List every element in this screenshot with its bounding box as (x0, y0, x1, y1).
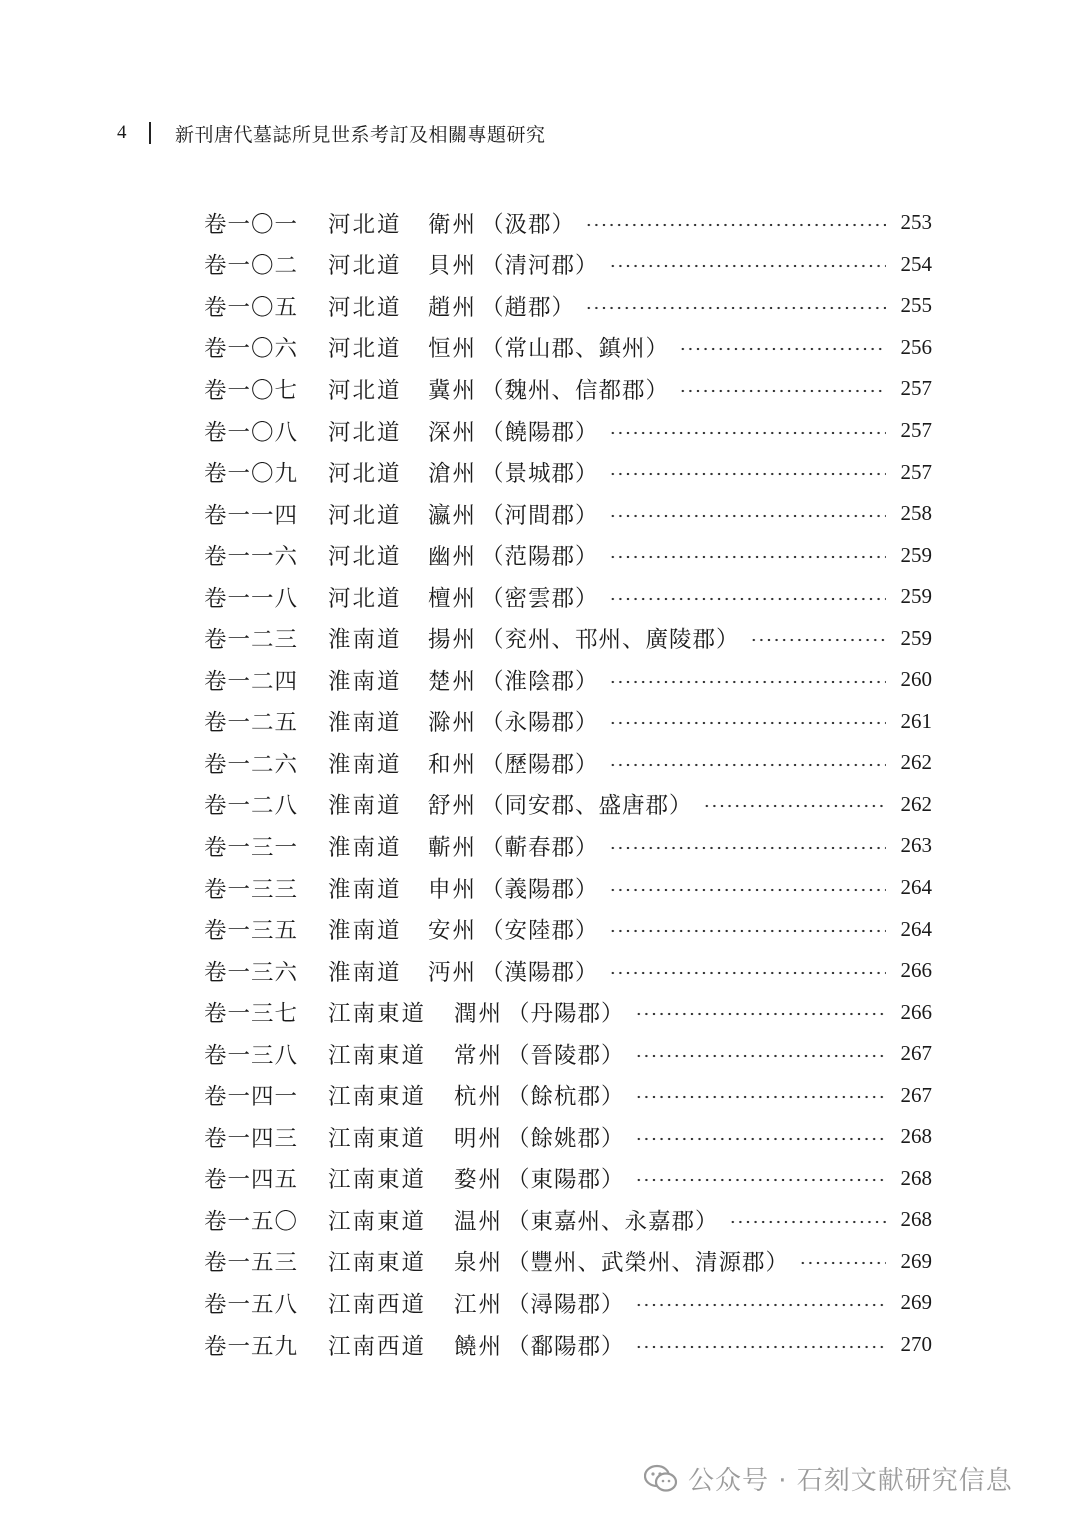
volume-number: 卷一三八 (204, 1042, 299, 1069)
commandery-names: （餘杭郡） (507, 1084, 625, 1111)
toc-entry (204, 576, 932, 618)
commandery-names: （餘姚郡） (507, 1125, 625, 1152)
commandery-names: （饒陽郡） (481, 419, 599, 446)
circuit-name: 淮南道 (328, 834, 402, 861)
volume-number: 卷一三一 (204, 834, 299, 861)
circuit-name: 河北道 (328, 253, 402, 280)
prefecture-name: 幽州 (428, 544, 478, 571)
circuit-name: 江南東道 (328, 1208, 427, 1235)
volume-number: 卷一〇九 (204, 461, 299, 488)
toc-entry (204, 742, 932, 784)
watermark-text: 公众号 · 石刻文献研究信息 (688, 1466, 1013, 1496)
dot-leader (635, 1137, 886, 1141)
dot-leader (609, 680, 886, 684)
page-ref: 266 (900, 958, 932, 983)
page-ref: 268 (900, 1207, 932, 1232)
prefecture-name: 檀州 (428, 585, 478, 612)
commandery-names: （豐州、武榮州、清源郡） (507, 1250, 790, 1277)
page-ref: 262 (900, 791, 932, 816)
prefecture-name: 杭州 (454, 1084, 504, 1111)
page-ref: 254 (900, 251, 932, 276)
dot-leader (609, 597, 886, 601)
commandery-names: （景城郡） (481, 461, 599, 488)
toc-entry (204, 867, 932, 909)
toc-entry (204, 1199, 932, 1241)
circuit-name: 淮南道 (328, 876, 402, 903)
prefecture-name: 潤州 (454, 1001, 504, 1028)
page-number: 4 (117, 122, 127, 143)
toc-entry (204, 991, 932, 1033)
volume-number: 卷一一八 (204, 585, 299, 612)
dot-leader (609, 472, 886, 476)
toc-entry (204, 1074, 932, 1116)
commandery-names: （東陽郡） (507, 1167, 625, 1194)
commandery-names: （范陽郡） (481, 544, 599, 571)
dot-leader (635, 1345, 886, 1349)
page-ref: 259 (900, 625, 932, 650)
toc-entry (204, 1033, 932, 1075)
page-ref: 257 (900, 376, 932, 401)
toc-entry (204, 410, 932, 452)
volume-number: 卷一三三 (204, 876, 299, 903)
volume-number: 卷一〇七 (204, 377, 299, 404)
volume-number: 卷一二四 (204, 668, 299, 695)
toc-entry (204, 701, 932, 743)
dot-leader (609, 431, 886, 435)
volume-number: 卷一〇五 (204, 294, 299, 321)
prefecture-name: 滄州 (428, 461, 478, 488)
header-divider (149, 122, 151, 144)
page-ref: 270 (900, 1332, 932, 1357)
prefecture-name: 瀛州 (428, 502, 478, 529)
volume-number: 卷一〇二 (204, 253, 299, 280)
prefecture-name: 江州 (454, 1291, 504, 1318)
volume-number: 卷一五三 (204, 1250, 299, 1277)
page-ref: 269 (900, 1248, 932, 1273)
toc-entry (204, 451, 932, 493)
commandery-names: （晉陵郡） (507, 1042, 625, 1069)
prefecture-name: 婺州 (454, 1167, 504, 1194)
toc-entry (204, 1241, 932, 1283)
circuit-name: 淮南道 (328, 793, 402, 820)
prefecture-name: 揚州 (428, 627, 478, 654)
prefecture-name: 泉州 (454, 1250, 504, 1277)
commandery-names: （河間郡） (481, 502, 599, 529)
toc-entry (204, 1324, 932, 1366)
dot-leader (609, 929, 886, 933)
book-title: 新刊唐代墓誌所見世系考訂及相關專題研究 (175, 123, 546, 146)
toc-entry (204, 534, 932, 576)
prefecture-name: 楚州 (428, 668, 478, 695)
page-ref: 257 (900, 459, 932, 484)
toc-entry (204, 1116, 932, 1158)
circuit-name: 河北道 (328, 502, 402, 529)
circuit-name: 河北道 (328, 461, 402, 488)
dot-leader (609, 846, 886, 850)
running-header (117, 118, 546, 148)
toc-entry (204, 202, 932, 244)
toc-entry (204, 368, 932, 410)
commandery-names: （安陸郡） (481, 918, 599, 945)
dot-leader (609, 971, 886, 975)
circuit-name: 河北道 (328, 585, 402, 612)
toc-entry (204, 493, 932, 535)
volume-number: 卷一三七 (204, 1001, 299, 1028)
prefecture-name: 温州 (454, 1208, 504, 1235)
dot-leader (609, 721, 886, 725)
toc-entry (204, 285, 932, 327)
volume-number: 卷一〇一 (204, 211, 299, 238)
commandery-names: （丹陽郡） (507, 1001, 625, 1028)
dot-leader (679, 389, 886, 393)
volume-number: 卷一〇八 (204, 419, 299, 446)
toc-entry (204, 244, 932, 286)
volume-number: 卷一三六 (204, 959, 299, 986)
circuit-name: 江南東道 (328, 1250, 427, 1277)
volume-number: 卷一五八 (204, 1291, 299, 1318)
dot-leader (609, 763, 886, 767)
toc-entry (204, 950, 932, 992)
circuit-name: 淮南道 (328, 710, 402, 737)
page-ref: 253 (900, 210, 932, 235)
circuit-name: 江南東道 (328, 1125, 427, 1152)
volume-number: 卷一四一 (204, 1084, 299, 1111)
circuit-name: 江南東道 (328, 1167, 427, 1194)
circuit-name: 河北道 (328, 294, 402, 321)
dot-leader (750, 638, 886, 642)
volume-number: 卷一二五 (204, 710, 299, 737)
commandery-names: （東嘉州、永嘉郡） (507, 1208, 719, 1235)
page-ref: 262 (900, 750, 932, 775)
dot-leader (635, 1054, 886, 1058)
dot-leader (635, 1178, 886, 1182)
page-ref: 268 (900, 1165, 932, 1190)
dot-leader (729, 1220, 886, 1224)
page-ref: 259 (900, 584, 932, 609)
prefecture-name: 和州 (428, 751, 478, 778)
commandery-names: （汲郡） (481, 211, 576, 238)
volume-number: 卷一一四 (204, 502, 299, 529)
circuit-name: 江南西道 (328, 1291, 427, 1318)
volume-number: 卷一三五 (204, 918, 299, 945)
circuit-name: 淮南道 (328, 627, 402, 654)
page-ref: 255 (900, 293, 932, 318)
dot-leader (703, 804, 886, 808)
circuit-name: 河北道 (328, 377, 402, 404)
toc-entry (204, 784, 932, 826)
circuit-name: 河北道 (328, 544, 402, 571)
circuit-name: 江南東道 (328, 1001, 427, 1028)
wechat-icon (644, 1464, 678, 1494)
commandery-names: （常山郡、鎮州） (481, 336, 670, 363)
commandery-names: （趙郡） (481, 294, 576, 321)
volume-number: 卷一二六 (204, 751, 299, 778)
commandery-names: （漢陽郡） (481, 959, 599, 986)
commandery-names: （義陽郡） (481, 876, 599, 903)
circuit-name: 河北道 (328, 211, 402, 238)
prefecture-name: 滁州 (428, 710, 478, 737)
prefecture-name: 冀州 (428, 377, 478, 404)
commandery-names: （蘄春郡） (481, 834, 599, 861)
page-ref: 261 (900, 708, 932, 733)
prefecture-name: 衛州 (428, 211, 478, 238)
dot-leader (799, 1261, 886, 1265)
page-ref: 264 (900, 875, 932, 900)
toc-entry (204, 659, 932, 701)
page-ref: 259 (900, 542, 932, 567)
circuit-name: 河北道 (328, 336, 402, 363)
volume-number: 卷一四三 (204, 1125, 299, 1152)
circuit-name: 淮南道 (328, 668, 402, 695)
toc-entry (204, 825, 932, 867)
page-ref: 257 (900, 418, 932, 442)
page-ref: 269 (900, 1290, 932, 1315)
toc-entry (204, 327, 932, 369)
prefecture-name: 申州 (428, 876, 478, 903)
prefecture-name: 蘄州 (428, 834, 478, 861)
volume-number: 卷一五九 (204, 1333, 299, 1360)
circuit-name: 淮南道 (328, 959, 402, 986)
dot-leader (609, 514, 886, 518)
toc-entry (204, 617, 932, 659)
prefecture-name: 饒州 (454, 1333, 504, 1360)
prefecture-name: 恒州 (428, 336, 478, 363)
dot-leader (585, 223, 886, 227)
commandery-names: （兖州、邗州、廣陵郡） (481, 627, 740, 654)
commandery-names: （魏州、信都郡） (481, 377, 670, 404)
circuit-name: 淮南道 (328, 918, 402, 945)
dot-leader (585, 306, 886, 310)
prefecture-name: 常州 (454, 1042, 504, 1069)
table-of-contents (204, 202, 932, 1365)
watermark (644, 1460, 1013, 1497)
circuit-name: 淮南道 (328, 751, 402, 778)
page-ref: 260 (900, 667, 932, 692)
page-ref: 267 (900, 1082, 932, 1107)
page-ref: 268 (900, 1124, 932, 1149)
dot-leader (609, 888, 886, 892)
page-ref: 264 (900, 916, 932, 941)
commandery-names: （鄱陽郡） (507, 1333, 625, 1360)
dot-leader (635, 1012, 886, 1016)
commandery-names: （清河郡） (481, 253, 599, 280)
volume-number: 卷一二三 (204, 627, 299, 654)
dot-leader (609, 264, 886, 268)
page-ref: 256 (900, 334, 932, 359)
commandery-names: （潯陽郡） (507, 1291, 625, 1318)
volume-number: 卷一〇六 (204, 336, 299, 363)
circuit-name: 江南東道 (328, 1084, 427, 1111)
toc-entry (204, 1158, 932, 1200)
circuit-name: 江南西道 (328, 1333, 427, 1360)
prefecture-name: 安州 (428, 918, 478, 945)
prefecture-name: 沔州 (428, 959, 478, 986)
page-ref: 266 (900, 999, 932, 1024)
volume-number: 卷一一六 (204, 544, 299, 571)
prefecture-name: 舒州 (428, 793, 478, 820)
dot-leader (635, 1095, 886, 1099)
page-ref: 267 (900, 1041, 932, 1066)
dot-leader (679, 347, 886, 351)
circuit-name: 河北道 (328, 419, 402, 446)
volume-number: 卷一二八 (204, 793, 299, 820)
dot-leader (635, 1303, 886, 1307)
page-ref: 263 (900, 833, 932, 858)
toc-entry (204, 908, 932, 950)
dot-leader (609, 555, 886, 559)
prefecture-name: 趙州 (428, 294, 478, 321)
circuit-name: 江南東道 (328, 1042, 427, 1069)
prefecture-name: 貝州 (428, 253, 478, 280)
commandery-names: （淮陰郡） (481, 668, 599, 695)
commandery-names: （永陽郡） (481, 710, 599, 737)
commandery-names: （歷陽郡） (481, 751, 599, 778)
commandery-names: （密雲郡） (481, 585, 599, 612)
volume-number: 卷一五〇 (204, 1208, 299, 1235)
volume-number: 卷一四五 (204, 1167, 299, 1194)
toc-entry (204, 1282, 932, 1324)
commandery-names: （同安郡、盛唐郡） (481, 793, 693, 820)
page-ref: 258 (900, 501, 932, 526)
prefecture-name: 深州 (428, 419, 478, 446)
prefecture-name: 明州 (454, 1125, 504, 1152)
